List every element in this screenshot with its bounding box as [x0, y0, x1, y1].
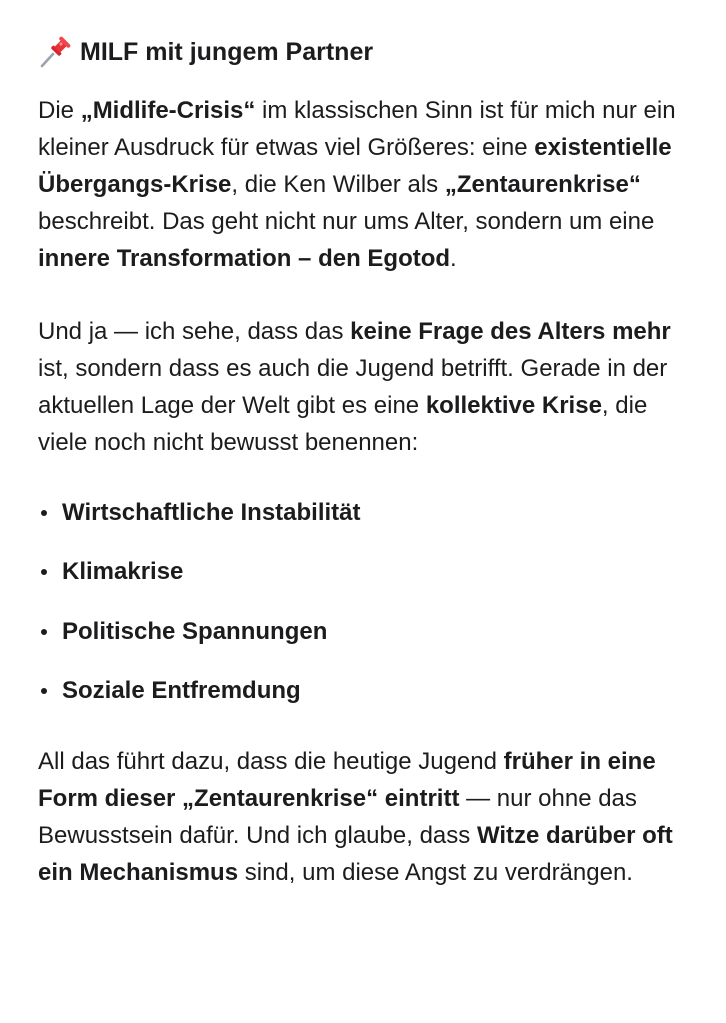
- text: ist, sondern dass es auch die Jugend betrifft. Gerade in der aktuellen Lage der Welt gibt es eine: [38, 355, 668, 419]
- paragraph-youth-crisis: [38, 313, 688, 461]
- text: , die Ken Wilber als: [231, 171, 445, 198]
- list-item: [38, 483, 688, 543]
- heading-text: MILF mit jungem Partner: [80, 37, 374, 66]
- text: Die: [38, 97, 81, 124]
- paragraph-midlife-crisis: [38, 92, 688, 277]
- text: sind, um diese Angst zu verdrängen.: [238, 859, 633, 886]
- bullet-icon: [41, 569, 47, 575]
- bold-text: innere Transformation – den Egotod: [38, 245, 451, 272]
- text: .: [450, 245, 457, 272]
- list-item-label: Politische Spannungen: [62, 617, 328, 645]
- bold-text: keine Frage des Alters mehr: [350, 318, 671, 345]
- text: beschreibt. Das geht nicht nur ums Alter, sondern um eine: [38, 208, 655, 235]
- bold-text: „Zentaurenkrise“: [444, 171, 641, 198]
- list-item: [38, 543, 688, 603]
- crisis-list: [38, 483, 688, 721]
- bold-text: früher in eine Form dieser „Zentaurenkrise“ eintritt: [38, 748, 656, 812]
- bold-text: Witze darüber oft ein Mechanismus: [38, 822, 673, 886]
- bullet-icon: [41, 688, 47, 694]
- list-item-label: Soziale Entfremdung: [62, 677, 301, 705]
- text: — nur ohne das Bewusstsein dafür. Und ich glaube, dass: [38, 785, 637, 849]
- bullet-icon: [41, 510, 47, 516]
- list-item: [38, 662, 688, 722]
- text: All das führt dazu, dass die heutige Jugend: [38, 748, 504, 775]
- pushpin-icon: [38, 35, 72, 69]
- text: im klassischen Sinn ist für mich nur ein kleiner Ausdruck für etwas viel Größeres: eine: [38, 97, 676, 161]
- bold-text: kollektive Krise: [425, 392, 602, 419]
- section-heading: [38, 32, 688, 72]
- bold-text: „Midlife-Crisis“: [80, 97, 256, 124]
- bold-text: existentielle Übergangs-Krise: [38, 134, 672, 198]
- paragraph-youth-jokes: [38, 743, 688, 891]
- bullet-icon: [41, 629, 47, 635]
- text: Und ja — ich sehe, dass das: [38, 318, 351, 345]
- list-item-label: Klimakrise: [62, 558, 184, 586]
- list-item: [38, 602, 688, 662]
- text: , die viele noch nicht bewusst benennen:: [38, 392, 648, 456]
- list-item-label: Wirtschaftliche Instabilität: [62, 498, 361, 526]
